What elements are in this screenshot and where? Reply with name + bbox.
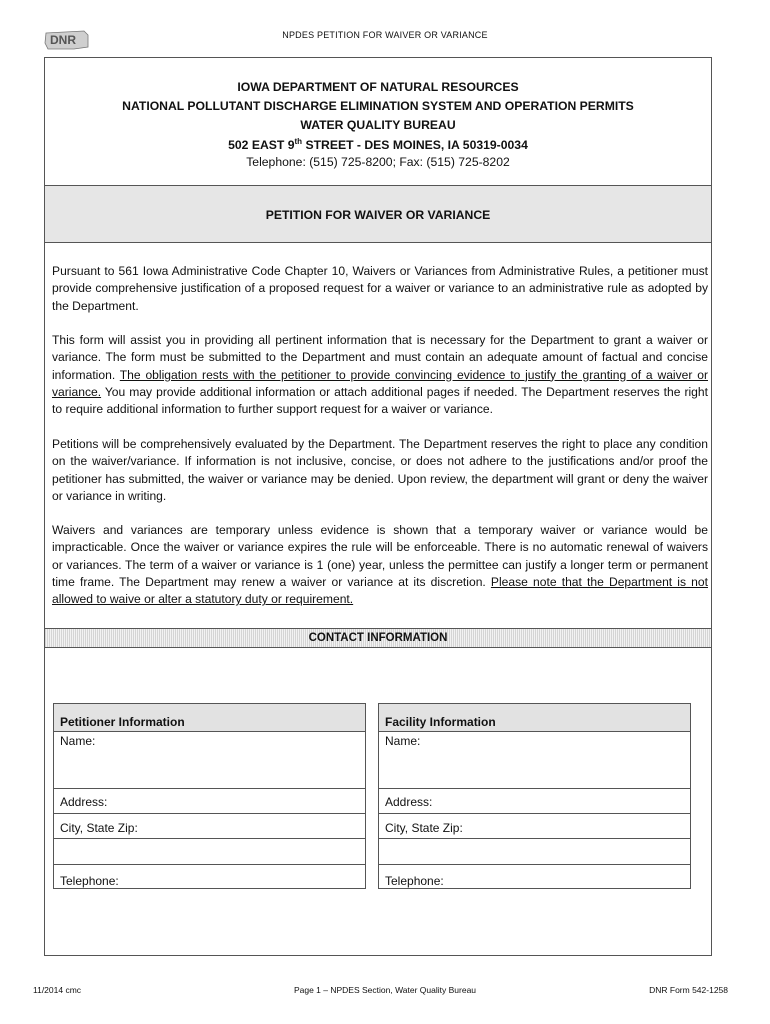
footer-page-info: Page 1 – NPDES Section, Water Quality Bureau bbox=[293, 985, 477, 995]
instructions-paragraph: This form will assist you in providing all pertinent information that is necessary for the Department to grant a waiver or variance. The form must be submitted to the Department and must contain an adequate amount of factual and concise information. The obligation rests with the petitioner to provide convincing evidence to justify the granting of a waiver or variance. You may provide additional information or attach additional pages if needed. The Department reserves the right to require additional information to further support request for a waiver or variance. bbox=[52, 333, 708, 417]
form-title: PETITION FOR WAIVER OR VARIANCE bbox=[265, 208, 491, 222]
agency-header bbox=[45, 58, 711, 186]
program-name: NATIONAL POLLUTANT DISCHARGE ELIMINATION SYSTEM AND OPERATION PERMITS bbox=[122, 99, 634, 113]
facility-title: Facility Information bbox=[385, 715, 496, 729]
evaluation-paragraph: Petitions will be comprehensively evaluated by the Department. The Department reserves the right to place any condition on the waiver/variance. If information is not inclusive, concise, or does not adhere to the justifications and/or proof the petitioner has submitted, the waiver or variance may be denied. Upon review, the department will grant or deny the waiver or variance in writing. bbox=[52, 437, 708, 503]
form-title-section bbox=[45, 186, 711, 243]
facility-info-box bbox=[378, 703, 691, 889]
contact-heading: CONTACT INFORMATION bbox=[308, 632, 448, 644]
agency-name: IOWA DEPARTMENT OF NATURAL RESOURCES bbox=[237, 80, 519, 94]
intro-paragraph: Pursuant to 561 Iowa Administrative Code Chapter 10, Waivers or Variances from Administrative Rules, a petitioner must provide comprehensive justification of a proposed request for a waiver or variance to an administrative rule as adopted by the Department. bbox=[52, 264, 708, 313]
petitioner-name-field[interactable]: Name: bbox=[60, 734, 96, 748]
facility-address-field[interactable]: Address: bbox=[385, 795, 433, 809]
agency-address: 502 EAST 9th STREET - DES MOINES, IA 50319-0034 bbox=[228, 137, 528, 153]
footer-date: 11/2014 cmc bbox=[33, 985, 82, 995]
petitioner-address-field[interactable]: Address: bbox=[60, 795, 108, 809]
agency-phone: Telephone: (515) 725-8200; Fax: (515) 725-8202 bbox=[246, 155, 510, 169]
dnr-logo-icon bbox=[44, 29, 90, 51]
footer-form-number: DNR Form 542-1258 bbox=[649, 985, 728, 995]
petitioner-title: Petitioner Information bbox=[60, 715, 185, 729]
term-paragraph: Waivers and variances are temporary unless evidence is shown that a temporary waiver or variance would be impracticable. Once the waiver or variance expires the rule will be enforceable. There is no automatic renewal of waivers or variances. The term of a waiver or variance is 1 (one) year, unless the permittee can justify a longer term or permanent time frame. The Department may renew a waiver or variance at its discretion. Please note that the Department is not allowed to waive or alter a statutory duty or requirement. bbox=[52, 523, 708, 607]
contact-information-bar bbox=[45, 628, 711, 648]
petitioner-city-state-zip-field[interactable]: City, State Zip: bbox=[60, 821, 138, 835]
facility-city-state-zip-field[interactable]: City, State Zip: bbox=[385, 821, 463, 835]
petitioner-info-box bbox=[53, 703, 366, 889]
logo-text: DNR bbox=[50, 33, 76, 47]
petitioner-telephone-field[interactable]: Telephone: bbox=[60, 874, 119, 888]
running-header: NPDES PETITION FOR WAIVER OR VARIANCE bbox=[282, 30, 488, 40]
bureau-name: WATER QUALITY BUREAU bbox=[300, 118, 456, 132]
contact-area bbox=[45, 647, 711, 956]
facility-name-field[interactable]: Name: bbox=[385, 734, 421, 748]
facility-telephone-field[interactable]: Telephone: bbox=[385, 874, 444, 888]
